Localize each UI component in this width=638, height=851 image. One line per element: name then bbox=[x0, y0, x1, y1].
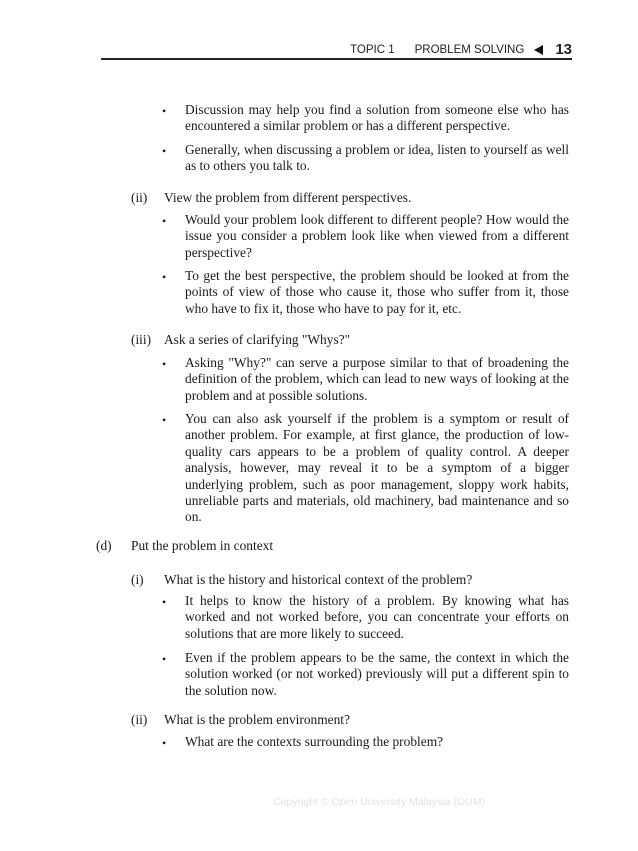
header-rule bbox=[101, 58, 572, 60]
bullet-point: • bbox=[162, 104, 167, 118]
item-label: (i) bbox=[131, 572, 144, 587]
bullet-paragraph: You can also ask yourself if the problem is a symptom or result of another problem. For example, at first glance, the production of low-quality cars appears to be a problem of quality control. A deeper analysis, however, may reveal it to be a symptom of a bigger underlying problem, such as poor management, sloppy work habits, unreliable parts and materials, old machinery, bad maintenance and so on. bbox=[185, 411, 569, 525]
bullet-paragraph: Discussion may help you find a solution from someone else who has encountered a similar problem or has a different perspective. bbox=[185, 102, 569, 134]
item-heading: What is the problem environment? bbox=[164, 712, 350, 727]
running-header bbox=[350, 41, 572, 58]
section-title: PROBLEM SOLVING bbox=[414, 43, 525, 56]
item-heading: View the problem from different perspectives. bbox=[164, 190, 412, 205]
bullet-point: • bbox=[162, 736, 167, 750]
bullet-paragraph: Asking "Why?" can serve a purpose similar to that of broadening the definition of the problem, which can lead to new ways of looking at the problem and at possible solutions. bbox=[185, 355, 569, 403]
bullet-paragraph: It helps to know the history of a problem. By knowing what has worked and not worked before, you can concentrate your efforts on solutions that are more likely to succeed. bbox=[185, 593, 569, 641]
bullet-paragraph: To get the best perspective, the problem should be looked at from the points of view of those who cause it, those who suffer from it, those who have to fix it, those who have to pay for it, etc. bbox=[185, 268, 569, 316]
bullet-point: • bbox=[162, 413, 167, 427]
bullet-point: • bbox=[162, 652, 167, 666]
section-label: (d) bbox=[96, 538, 112, 553]
item-label: (iii) bbox=[131, 332, 152, 347]
bullet-paragraph: What are the contexts surrounding the problem? bbox=[185, 734, 444, 749]
bullet-point: • bbox=[162, 214, 167, 228]
item-heading: Ask a series of clarifying "Whys?" bbox=[164, 332, 351, 347]
item-label: (ii) bbox=[131, 190, 148, 205]
bullet-point: • bbox=[162, 595, 167, 609]
item-heading: What is the history and historical context of the problem? bbox=[164, 572, 473, 587]
bullet-point: • bbox=[162, 270, 167, 284]
bullet-point: • bbox=[162, 357, 167, 371]
bullet-paragraph: Generally, when discussing a problem or idea, listen to yourself as well as to others you talk to. bbox=[185, 142, 569, 174]
section-heading: Put the problem in context bbox=[131, 538, 274, 553]
copyright-footer: Copyright © Open University Malaysia (OUM) bbox=[273, 796, 485, 808]
bullet-paragraph: Even if the problem appears to be the same, the context in which the solution worked (or not worked) previously will put a different spin to the solution now. bbox=[185, 650, 569, 698]
topic-label: TOPIC 1 bbox=[350, 43, 395, 56]
bullet-paragraph: Would your problem look different to different people? How would the issue you consider a problem look like when viewed from a different perspective? bbox=[185, 212, 569, 260]
page-number: 13 bbox=[555, 41, 572, 58]
item-label: (ii) bbox=[131, 712, 148, 727]
left-triangle-icon bbox=[534, 45, 543, 55]
bullet-point: • bbox=[162, 144, 167, 158]
